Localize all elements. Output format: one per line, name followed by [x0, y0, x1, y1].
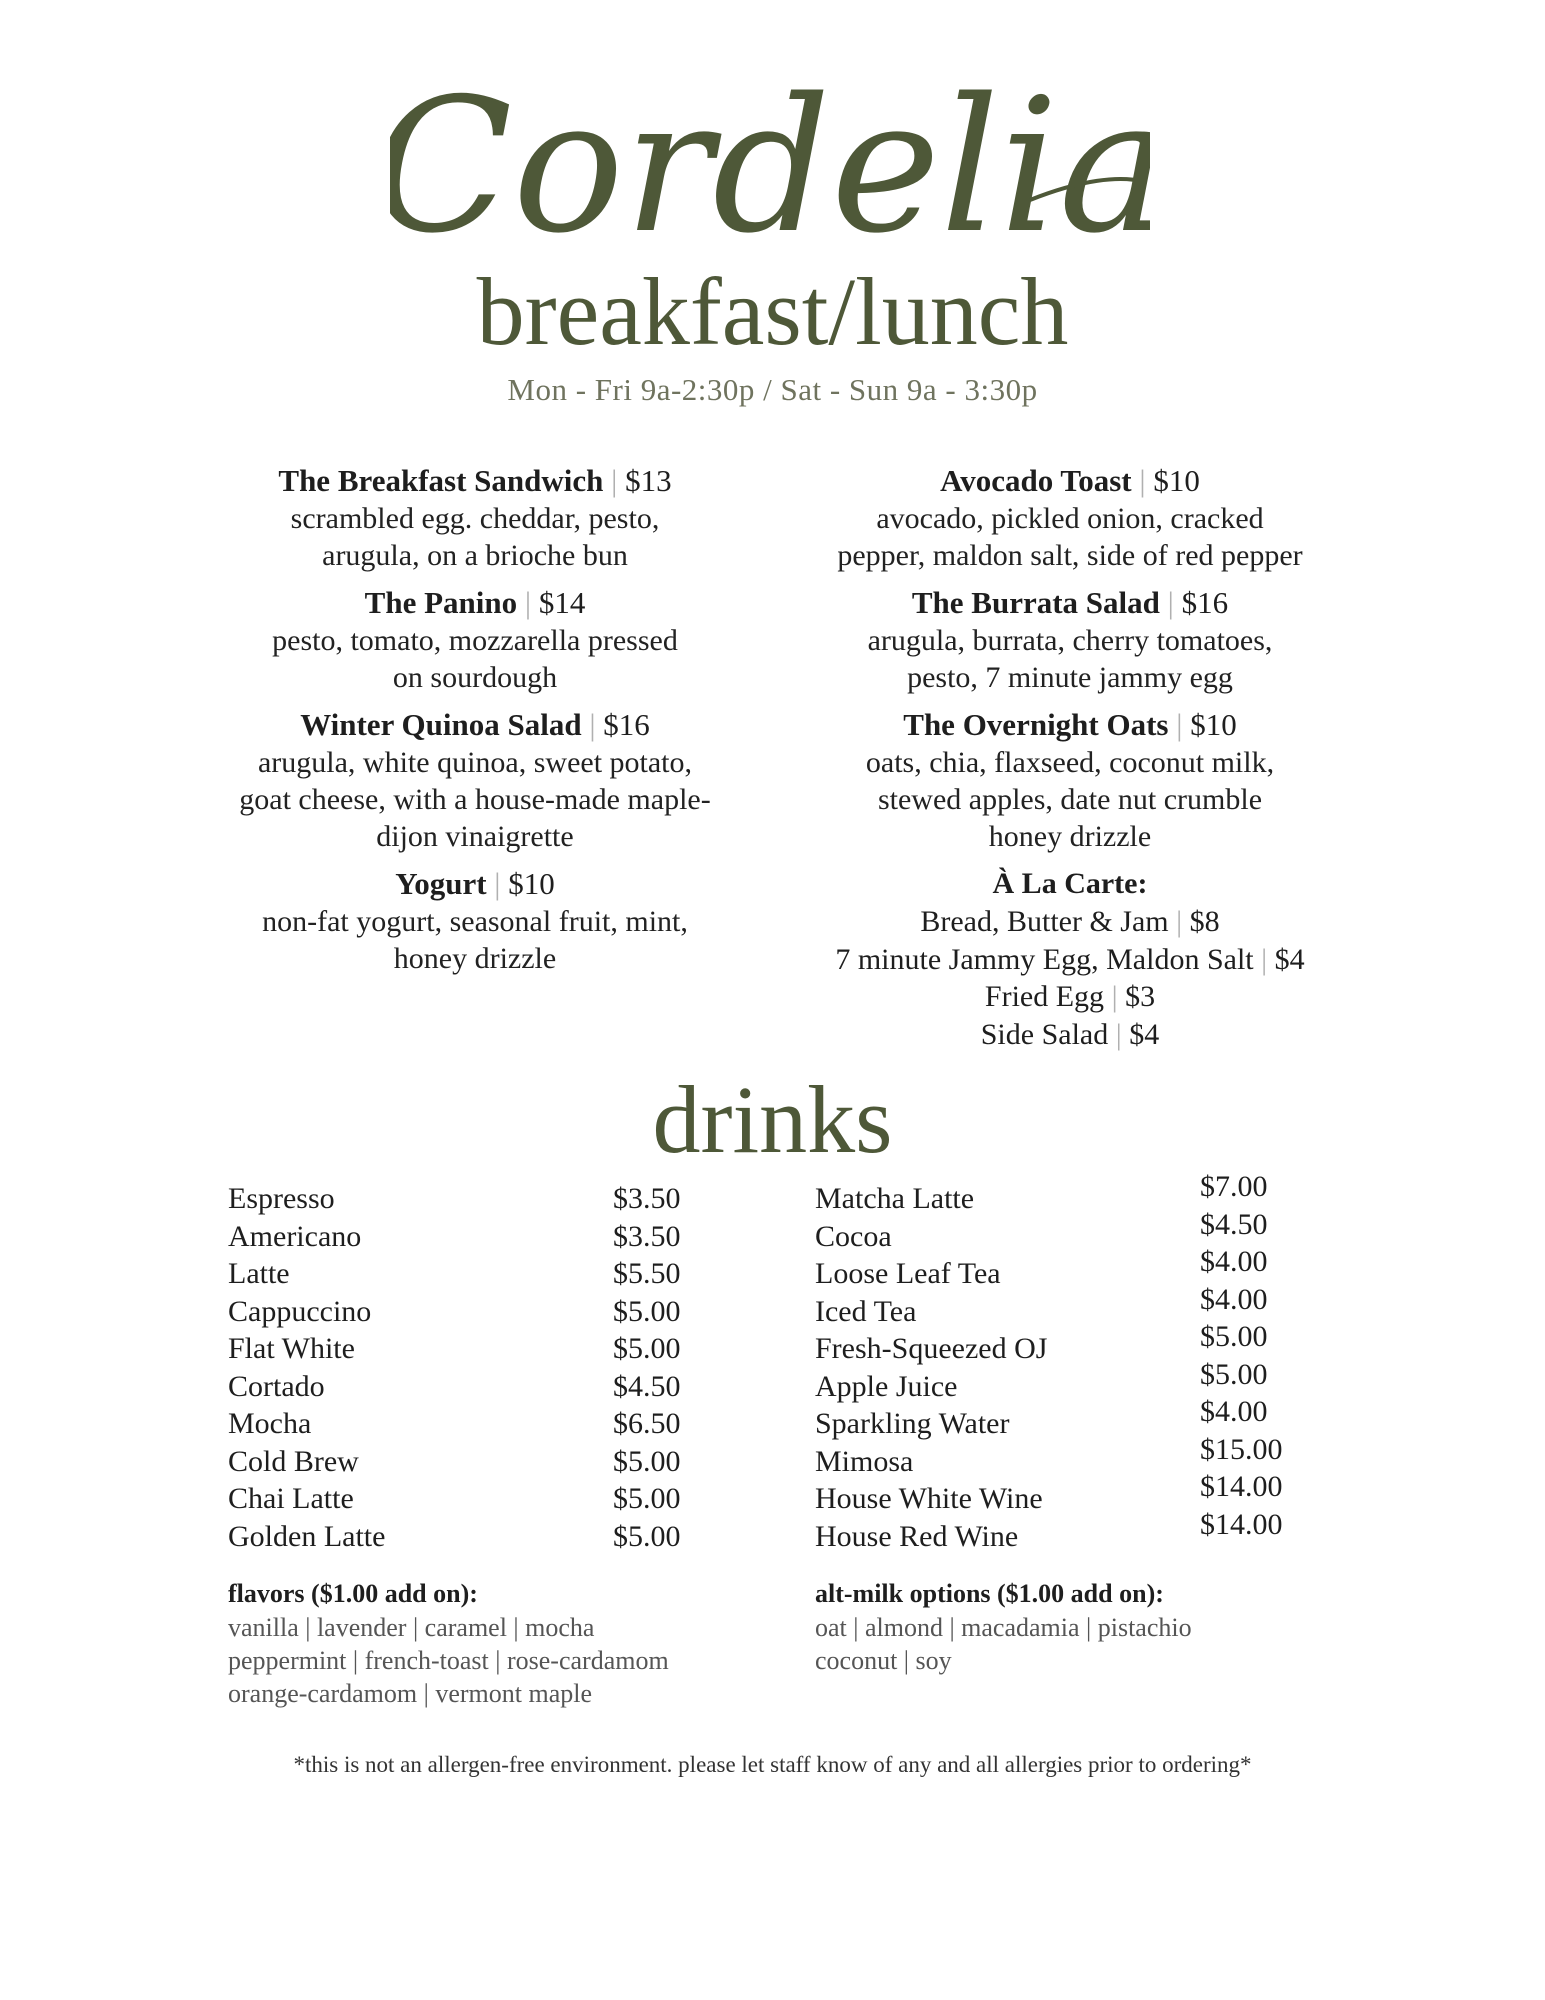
item-name: Fried Egg — [984, 980, 1105, 1013]
item-price: $10 — [508, 866, 555, 901]
drink-price: $5.00 — [1200, 1357, 1268, 1391]
drink-row — [228, 1218, 728, 1256]
drink-price: $5.00 — [613, 1519, 681, 1553]
drink-name: House Red Wine — [815, 1519, 1019, 1553]
drink-row — [228, 1180, 728, 1218]
separator: | — [1261, 942, 1268, 976]
item-name: The Burrata Salad — [911, 585, 1160, 620]
drink-name: Latte — [228, 1257, 290, 1290]
separator: | — [524, 585, 532, 620]
drink-name: Loose Leaf Tea — [815, 1257, 1001, 1290]
drink-row — [228, 1405, 728, 1443]
drink-price: $5.00 — [613, 1444, 681, 1478]
drink-name: Americano — [228, 1219, 362, 1253]
allergen-disclaimer: *this is not an allergen-free environment. please let staff know of any and all allergies prior to ordering* — [293, 1752, 1252, 1777]
drink-name: Flat White — [228, 1332, 355, 1365]
drink-name: Cocoa — [815, 1219, 892, 1253]
item-price: $14 — [538, 585, 586, 620]
flavors-line: orange-cardamom | vermont maple — [228, 1679, 592, 1708]
drink-row — [228, 1518, 728, 1556]
a-la-carte-item — [790, 903, 1350, 941]
drink-row — [228, 1293, 728, 1331]
menu-item — [790, 584, 1350, 696]
menu-item — [200, 865, 750, 977]
item-price: $16 — [1181, 585, 1229, 620]
brand-logo — [390, 70, 1150, 270]
item-price: $13 — [625, 463, 672, 498]
section-title-food: breakfast/lunch — [476, 258, 1069, 365]
a-la-carte-item — [790, 978, 1350, 1016]
drink-price: $4.00 — [1200, 1282, 1268, 1316]
item-name: Yogurt — [395, 866, 487, 901]
separator: | — [1115, 1017, 1122, 1051]
drink-name: Espresso — [228, 1182, 335, 1215]
drink-name: Matcha Latte — [815, 1182, 975, 1215]
drink-price: $4.50 — [613, 1369, 681, 1403]
drink-price: $7.00 — [1200, 1170, 1268, 1203]
menu-item — [790, 706, 1350, 855]
hours-text: Mon - Fri 9a-2:30p / Sat - Sun 9a - 3:30p — [507, 372, 1038, 407]
item-name: Side Salad — [980, 1017, 1109, 1051]
drink-name: Cappuccino — [228, 1294, 372, 1328]
drink-price: $5.00 — [1200, 1320, 1268, 1353]
item-description: scrambled egg. cheddar, pesto, arugula, on a brioche bun — [290, 502, 660, 572]
item-price: $3 — [1125, 980, 1156, 1013]
item-name: Bread, Butter & Jam — [920, 905, 1169, 938]
drink-row — [228, 1480, 728, 1518]
menu-item — [200, 462, 750, 574]
separator: | — [1139, 463, 1146, 498]
food-menu-left — [200, 462, 750, 987]
drink-price: $5.50 — [613, 1257, 681, 1290]
drink-name: Apple Juice — [815, 1369, 958, 1403]
flavors-section — [228, 1577, 788, 1710]
item-description: non-fat yogurt, seasonal fruit, mint, honey drizzle — [262, 905, 688, 975]
item-price: $8 — [1189, 905, 1220, 938]
item-description: pesto, tomato, mozzarella pressed on sourdough — [272, 624, 678, 694]
flavors-title: flavors ($1.00 add on): — [228, 1579, 478, 1608]
drink-name: House White Wine — [815, 1482, 1043, 1515]
item-description: arugula, white quinoa, sweet potato, goat cheese, with a house-made maple- dijon vinaigrette — [239, 746, 711, 853]
drink-price: $14.00 — [1200, 1470, 1283, 1503]
brand-name: Cordelia — [390, 70, 1150, 270]
menu-item — [200, 584, 750, 696]
drink-price: $15.00 — [1200, 1432, 1283, 1466]
separator: | — [1167, 585, 1174, 620]
drink-price: $4.00 — [1200, 1395, 1268, 1428]
item-name: The Breakfast Sandwich — [278, 463, 604, 498]
drink-row — [228, 1330, 728, 1368]
drink-price: $3.50 — [613, 1219, 681, 1253]
a-la-carte-section — [790, 865, 1350, 1053]
item-name: Winter Quinoa Salad — [300, 707, 582, 742]
section-title-drinks: drinks — [652, 1066, 893, 1173]
item-price: $10 — [1190, 707, 1237, 742]
drink-price: $5.00 — [613, 1294, 681, 1328]
menu-item — [790, 462, 1350, 574]
separator: | — [1176, 707, 1183, 742]
item-name: Avocado Toast — [940, 463, 1132, 498]
drink-price: $14.00 — [1200, 1507, 1283, 1541]
drink-price: $5.00 — [613, 1482, 681, 1515]
item-description: avocado, pickled onion, cracked pepper, maldon salt, side of red pepper — [837, 502, 1303, 572]
drink-row — [228, 1255, 728, 1293]
drinks-list-right — [815, 1180, 1215, 1555]
flavors-line: vanilla | lavender | caramel | mocha — [228, 1613, 595, 1642]
alt-milk-title: alt-milk options ($1.00 add on): — [815, 1579, 1164, 1608]
drink-price: $3.50 — [613, 1182, 681, 1215]
item-price: $4 — [1274, 942, 1305, 976]
separator: | — [1176, 905, 1183, 938]
separator: | — [611, 463, 618, 498]
item-price: $10 — [1153, 463, 1200, 498]
drinks-list-left — [228, 1180, 728, 1555]
menu-item — [200, 706, 750, 855]
a-la-carte-item — [790, 941, 1350, 979]
drink-name: Fresh-Squeezed OJ — [815, 1332, 1048, 1365]
separator: | — [589, 707, 596, 742]
item-price: $4 — [1129, 1017, 1160, 1051]
drink-price: $4.50 — [1200, 1207, 1268, 1241]
separator: | — [494, 866, 501, 901]
item-name: The Panino — [364, 585, 518, 620]
alt-milk-line: coconut | soy — [815, 1646, 952, 1675]
alt-milk-line: oat | almond | macadamia | pistachio — [815, 1613, 1192, 1642]
drink-row — [228, 1368, 728, 1406]
item-price: $16 — [603, 707, 650, 742]
drink-name: Golden Latte — [228, 1519, 386, 1553]
item-description: oats, chia, flaxseed, coconut milk, stewed apples, date nut crumble honey drizzle — [865, 746, 1275, 853]
separator: | — [1111, 980, 1118, 1013]
drink-name: Mocha — [228, 1407, 312, 1440]
alt-milk-section — [815, 1577, 1375, 1677]
drink-price: $4.00 — [1200, 1245, 1268, 1278]
a-la-carte-title: À La Carte: — [992, 867, 1148, 900]
drink-row — [228, 1443, 728, 1481]
drinks-prices-right — [1200, 1168, 1320, 1543]
drink-price: $5.00 — [613, 1332, 681, 1365]
flavors-line: peppermint | french-toast | rose-cardamom — [228, 1646, 669, 1675]
drink-name: Cold Brew — [228, 1444, 359, 1478]
drink-name: Chai Latte — [228, 1482, 354, 1515]
item-name: The Overnight Oats — [903, 707, 1169, 742]
drink-name: Sparkling Water — [815, 1407, 1010, 1440]
item-name: 7 minute Jammy Egg, Maldon Salt — [835, 942, 1254, 976]
a-la-carte-item — [790, 1016, 1350, 1054]
drink-name: Iced Tea — [815, 1294, 917, 1328]
food-menu-right — [790, 462, 1350, 1063]
drink-name: Mimosa — [815, 1444, 914, 1478]
drink-price: $6.50 — [613, 1407, 681, 1440]
drink-name: Cortado — [228, 1369, 325, 1403]
item-description: arugula, burrata, cherry tomatoes, pesto, 7 minute jammy egg — [867, 624, 1273, 694]
